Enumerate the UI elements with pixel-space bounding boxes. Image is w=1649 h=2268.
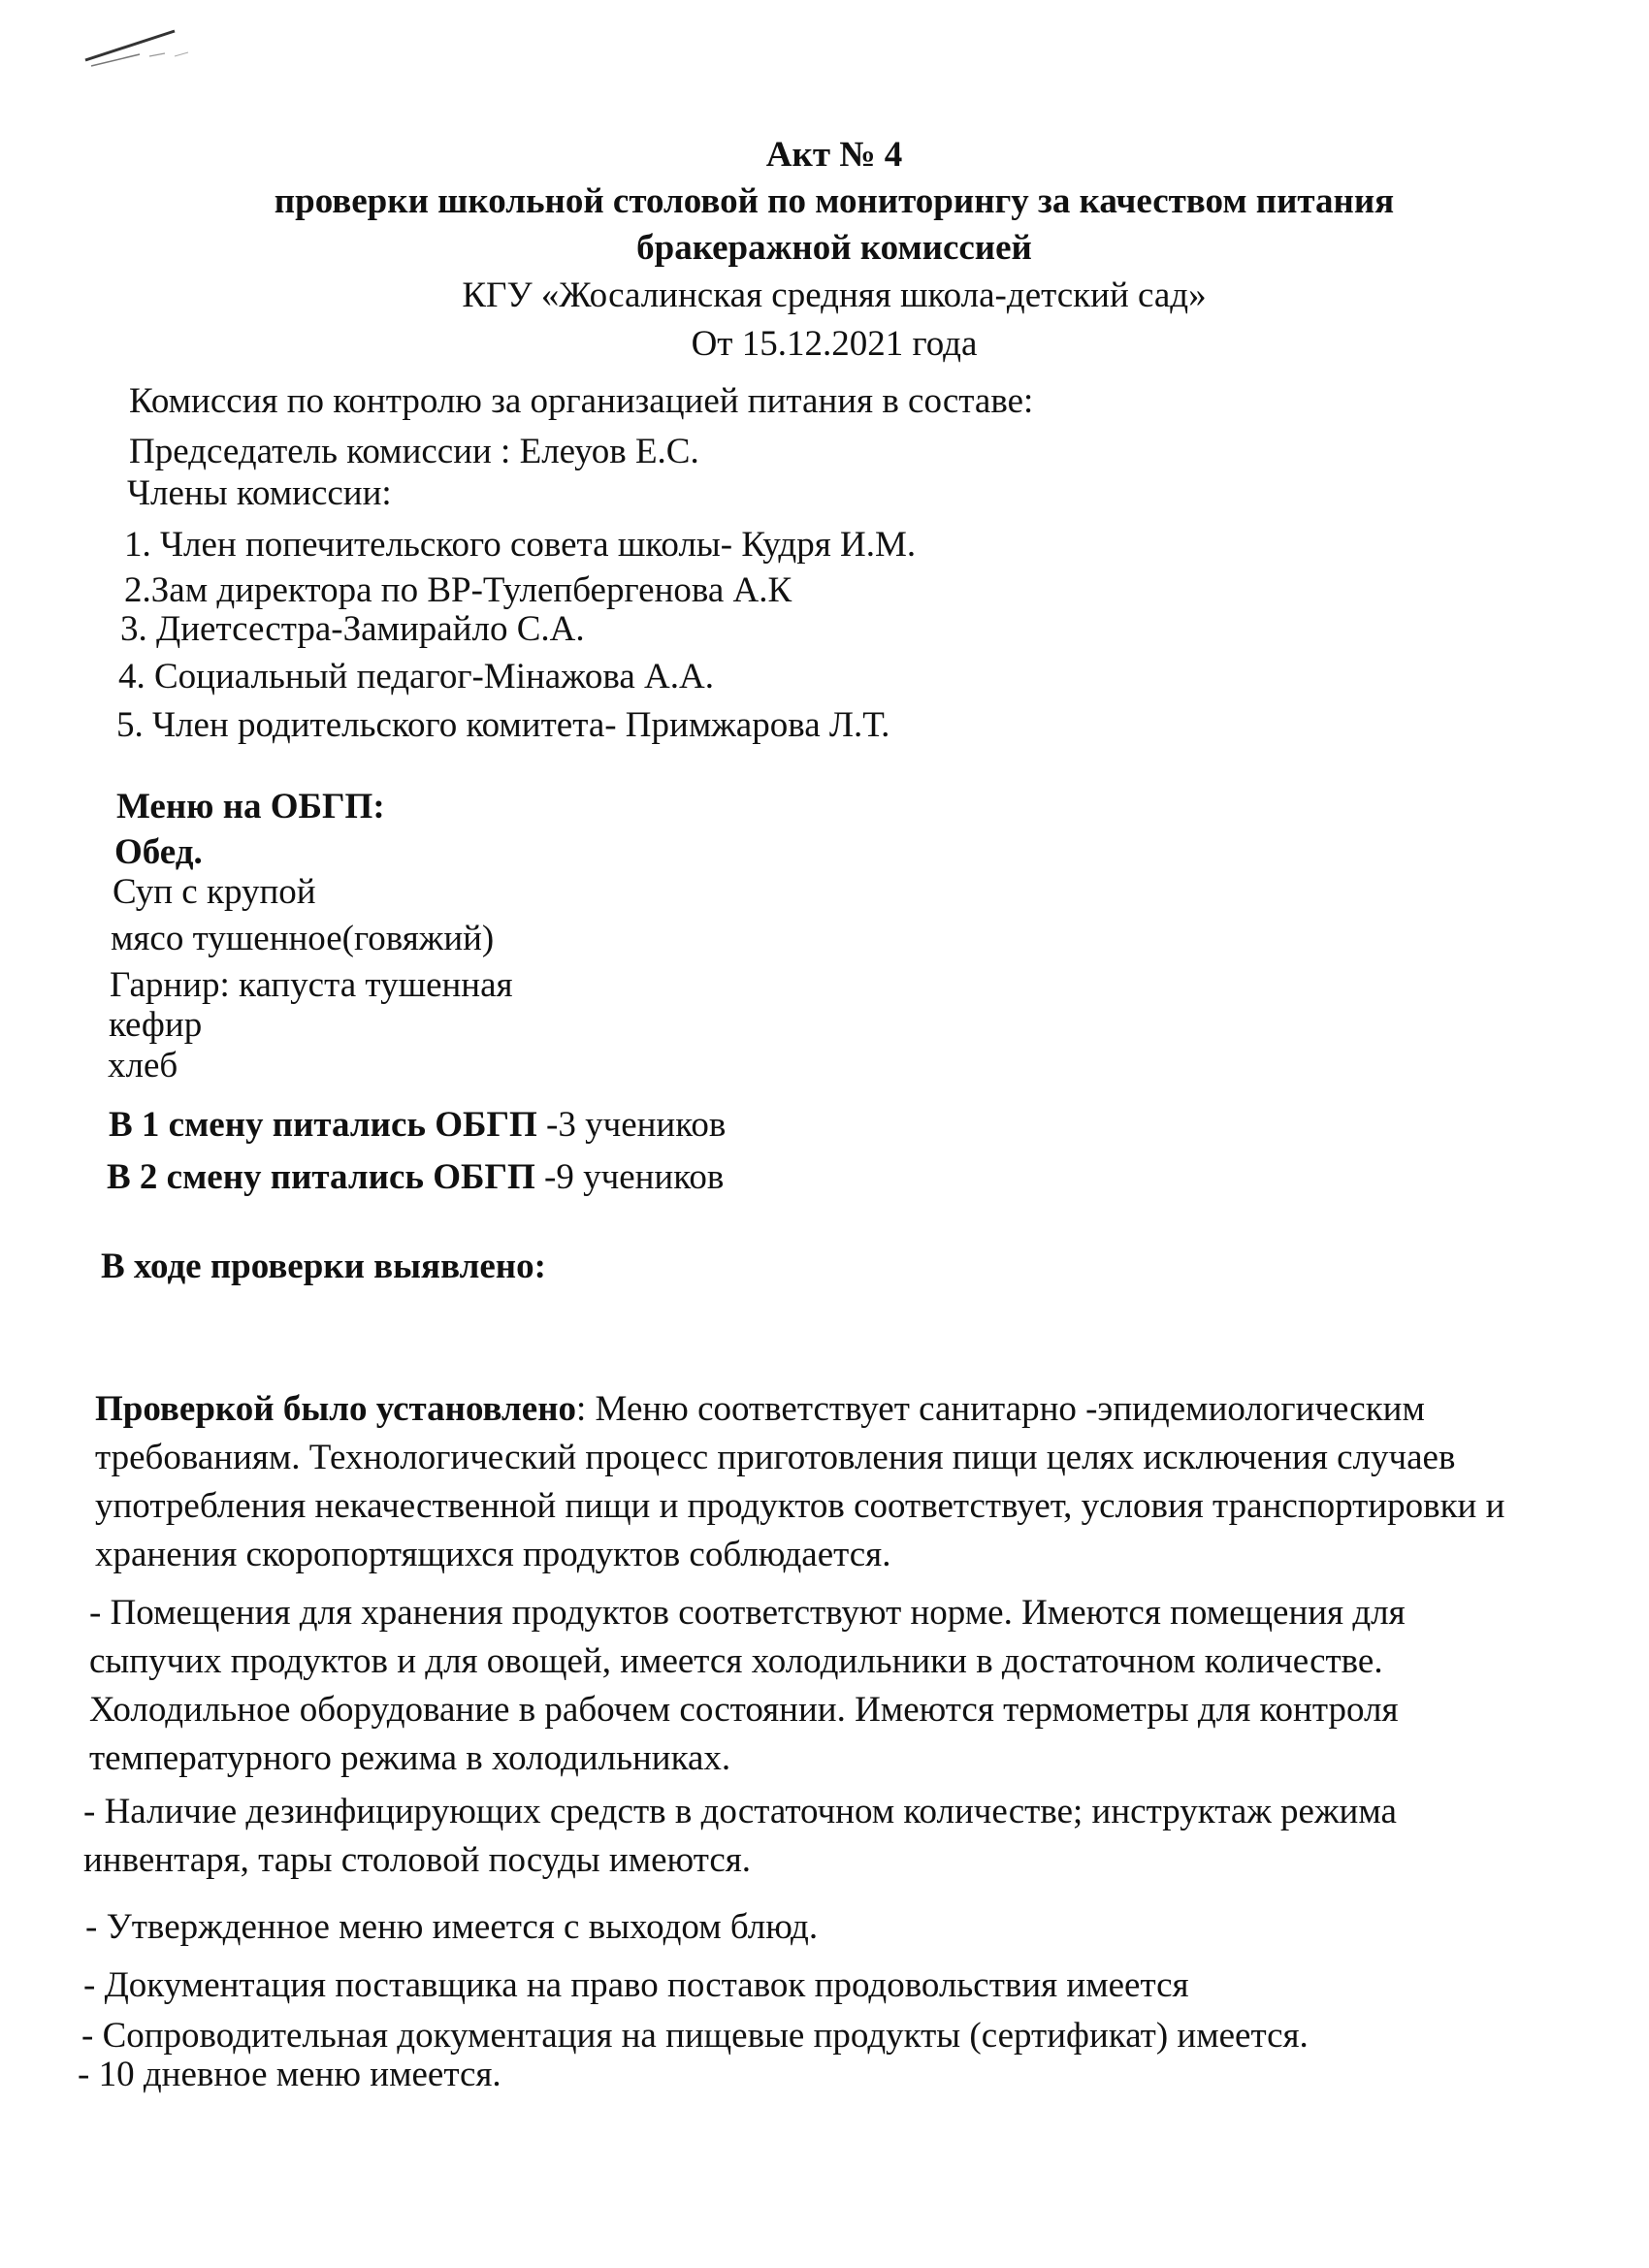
- shift-2-count: -9 учеников: [534, 1157, 725, 1197]
- menu-item: кефир: [109, 1005, 203, 1045]
- menu-item: мясо тушенное(говяжий): [111, 919, 495, 958]
- shift-1-count: -3 учеников: [536, 1105, 727, 1145]
- finding-bullet: - Документация поставщика на право поставок продовольствия имеется: [83, 1965, 1189, 2005]
- findings-heading: В ходе проверки выявлено:: [101, 1247, 546, 1286]
- title-line-1: проверки школьной столовой по мониторингу за качеством питания: [274, 181, 1395, 221]
- menu-item: хлеб: [108, 1046, 178, 1085]
- member-item: 4. Социальный педагог-Мінажова А.А.: [118, 657, 714, 697]
- storage-paragraph: - Помещения для хранения продуктов соответствуют норме. Имеются помещения для сыпучих продуктов и для овощей, имеется холодильники в достаточном количестве. Холодильное оборудование в рабочем состоянии. Имеются термометры для контроля температурного режима в холодильниках.: [89, 1593, 1406, 1778]
- menu-item: Гарнир: капуста тушенная: [110, 965, 513, 1005]
- finding-bullet: - Сопроводительная документация на пищевые продукты (сертификат) имеется.: [81, 2016, 1309, 2056]
- act-number: Акт № 4: [765, 135, 903, 175]
- established-label: Проверкой было установлено: [95, 1389, 577, 1429]
- menu-item: Суп с крупой: [113, 872, 316, 912]
- menu-heading: Меню на ОБГП:: [116, 787, 385, 826]
- commission-intro: Комиссия по контролю за организацией питания в составе:: [129, 381, 1034, 421]
- shift-1-label: В 1 смену питались ОБГП: [109, 1105, 537, 1145]
- finding-bullet: - Утвержденное меню имеется с выходом блюд.: [85, 1907, 819, 1947]
- meal-label: Обед.: [114, 832, 203, 872]
- commission-chair: Председатель комиссии : Елеуов Е.С.: [129, 432, 699, 471]
- document-header: [233, 132, 1436, 369]
- organization-name: КГУ «Жосалинская средняя школа-детский сад»: [462, 275, 1207, 315]
- title-line-2: бракеражной комиссией: [636, 228, 1032, 268]
- shift-2-label: В 2 смену питались ОБГП: [107, 1157, 535, 1197]
- disinfectants-paragraph: - Наличие дезинфицирующих средств в достаточном количестве; инструктаж режима инвентаря, тары столовой посуды имеются.: [83, 1792, 1397, 1880]
- shift-1-line: [109, 1104, 726, 1147]
- member-item: 1. Член попечительского совета школы- Кудря И.М.: [124, 525, 917, 565]
- member-item: 3. Диетсестра-Замирайло С.А.: [120, 609, 585, 649]
- act-date: От 15.12.2021 года: [691, 324, 978, 364]
- member-item: 5. Член родительского комитета- Примжарова Л.Т.: [116, 705, 890, 745]
- members-label: Члены комиссии:: [127, 473, 392, 513]
- finding-bullet: - 10 дневное меню имеется.: [78, 2055, 501, 2094]
- pen-stroke-mark: [81, 21, 217, 80]
- shift-2-line: [107, 1156, 724, 1199]
- findings-established: [95, 1385, 1511, 1579]
- member-item: 2.Зам директора по ВР-Тулепбергенова А.К: [124, 570, 792, 610]
- established-text: : Меню соответствует санитарно -эпидемиологическим требованиям. Технологический процесс приготовления пищи целях исключения случаев употребления некачественной пищи и продуктов соответствует, условия транспортировки и хранения скоропортящихся продуктов соблюдается.: [95, 1389, 1505, 1574]
